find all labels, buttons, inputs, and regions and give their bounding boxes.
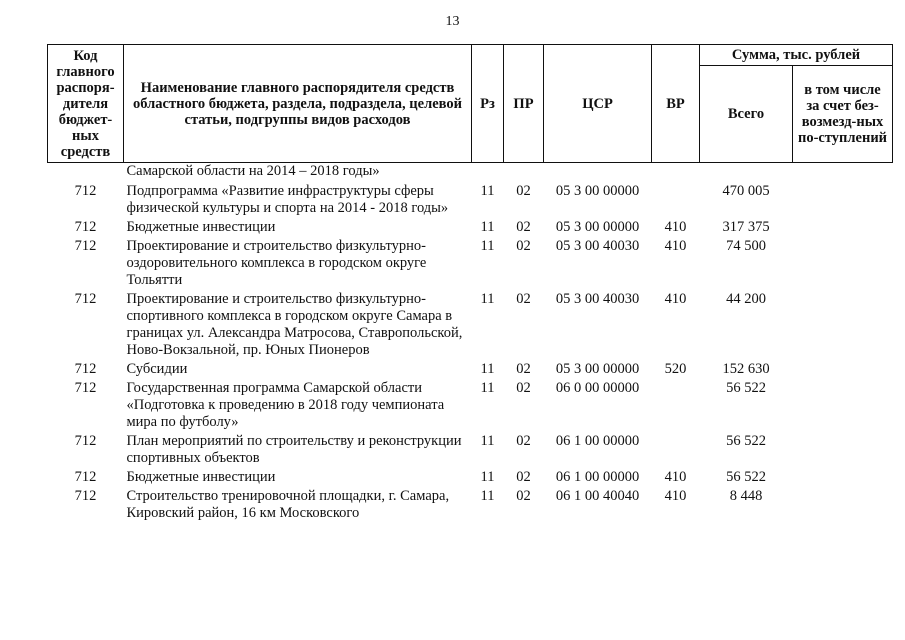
cell-pr: 02 bbox=[516, 183, 531, 199]
cell-code: 712 bbox=[74, 469, 97, 485]
cell-code: 712 bbox=[74, 183, 97, 199]
cell-code: 712 bbox=[74, 361, 97, 377]
cell-code: 712 bbox=[74, 219, 97, 235]
cell-pr: 02 bbox=[516, 219, 531, 235]
continuation-row bbox=[48, 163, 893, 183]
table-row bbox=[48, 379, 893, 432]
cell-name: Проектирование и строительство физкультурно-оздоровительного комплекса в городском округе Тольятти bbox=[126, 238, 427, 288]
cell-name: Бюджетные инвестиции bbox=[126, 469, 276, 485]
cell-csr: 06 1 00 00000 bbox=[555, 433, 640, 449]
cell-incl bbox=[793, 379, 893, 432]
cell-total: 317 375 bbox=[722, 219, 770, 235]
page-number: 13 bbox=[445, 14, 460, 29]
table-row bbox=[48, 237, 893, 290]
cell-vr: 410 bbox=[664, 291, 687, 307]
cell-pr: 02 bbox=[516, 469, 531, 485]
cell-rz: 11 bbox=[480, 469, 495, 485]
cell-code: 712 bbox=[74, 291, 97, 307]
table-row bbox=[48, 432, 893, 468]
table-row bbox=[48, 290, 893, 360]
cell-csr: 05 3 00 40030 bbox=[555, 291, 640, 307]
cell-vr: 410 bbox=[664, 469, 687, 485]
cell-vr bbox=[652, 379, 700, 432]
header-pr: ПР bbox=[504, 45, 544, 163]
header-total: Всего bbox=[700, 66, 793, 163]
cell-incl bbox=[793, 237, 893, 290]
cell-csr: 06 1 00 40040 bbox=[555, 488, 640, 504]
cell-total: 8 448 bbox=[729, 488, 763, 504]
header-vr: ВР bbox=[652, 45, 700, 163]
cell-rz: 11 bbox=[480, 238, 495, 254]
cell-name: План мероприятий по строительству и реконструкции спортивных объектов bbox=[126, 433, 462, 466]
cell-rz: 11 bbox=[480, 291, 495, 307]
cell-vr bbox=[652, 182, 700, 218]
cell-code: 712 bbox=[74, 238, 97, 254]
cell-total: 74 500 bbox=[726, 238, 766, 254]
cell-rz: 11 bbox=[480, 488, 495, 504]
cell-total: 56 522 bbox=[726, 469, 766, 485]
cell-vr: 410 bbox=[664, 238, 687, 254]
cell-pr: 02 bbox=[516, 361, 531, 377]
cell-csr: 06 1 00 00000 bbox=[555, 469, 640, 485]
cell-name: Государственная программа Самарской области «Подготовка к проведению в 2018 году чемпионата мира по футболу» bbox=[126, 380, 445, 430]
cell-incl bbox=[793, 290, 893, 360]
cell-name: Бюджетные инвестиции bbox=[126, 219, 276, 235]
cell-csr: 05 3 00 00000 bbox=[555, 219, 640, 235]
cell-name: Субсидии bbox=[126, 361, 188, 377]
cell-code: 712 bbox=[74, 488, 97, 504]
header-code: Код главного распоря-дителя бюджет-ных средств bbox=[48, 45, 124, 163]
cell-rz: 11 bbox=[480, 219, 495, 235]
cell-total: 152 630 bbox=[722, 361, 770, 377]
cell-rz: 11 bbox=[480, 183, 495, 199]
cell-code: 712 bbox=[74, 433, 97, 449]
cell-name: Строительство тренировочной площадки, г. Самара, Кировский район, 16 км Московского bbox=[126, 488, 450, 521]
cell-pr: 02 bbox=[516, 238, 531, 254]
cell-vr: 410 bbox=[664, 488, 687, 504]
table-row bbox=[48, 360, 893, 379]
cell-csr: 05 3 00 40030 bbox=[555, 238, 640, 254]
cell-vr: 410 bbox=[664, 219, 687, 235]
cell-incl bbox=[793, 360, 893, 379]
cell-rz: 11 bbox=[480, 380, 495, 396]
cell-pr: 02 bbox=[516, 380, 531, 396]
table-row bbox=[48, 182, 893, 218]
cell-csr: 05 3 00 00000 bbox=[555, 361, 640, 377]
cell-pr: 02 bbox=[516, 433, 531, 449]
cell-incl bbox=[793, 487, 893, 523]
table-header bbox=[48, 45, 893, 163]
cell-incl bbox=[793, 182, 893, 218]
continuation-text: Самарской области на 2014 – 2018 годы» bbox=[126, 163, 380, 179]
table-body bbox=[48, 163, 893, 524]
table-row bbox=[48, 487, 893, 523]
cell-vr: 520 bbox=[664, 361, 687, 377]
cell-pr: 02 bbox=[516, 488, 531, 504]
cell-incl bbox=[793, 468, 893, 487]
cell-csr: 06 0 00 00000 bbox=[555, 380, 640, 396]
cell-incl bbox=[793, 432, 893, 468]
header-sum-group: Сумма, тыс. рублей bbox=[700, 45, 893, 66]
cell-csr: 05 3 00 00000 bbox=[555, 183, 640, 199]
header-incl: в том числе за счет без-возмезд-ных по-ступлений bbox=[793, 66, 893, 163]
cell-incl bbox=[793, 218, 893, 237]
cell-total: 56 522 bbox=[726, 380, 766, 396]
table-row bbox=[48, 468, 893, 487]
header-rz: Рз bbox=[472, 45, 504, 163]
cell-code: 712 bbox=[74, 380, 97, 396]
table-row bbox=[48, 218, 893, 237]
cell-vr bbox=[652, 432, 700, 468]
cell-total: 56 522 bbox=[726, 433, 766, 449]
cell-pr: 02 bbox=[516, 291, 531, 307]
header-csr: ЦСР bbox=[544, 45, 652, 163]
cell-name: Подпрограмма «Развитие инфраструктуры сферы физической культуры и спорта на 2014 - 2018 годы» bbox=[126, 183, 449, 216]
header-name: Наименование главного распорядителя средств областного бюджета, раздела, подраздела, целевой статьи, подгруппы видов расходов bbox=[124, 45, 472, 163]
cell-total: 44 200 bbox=[726, 291, 766, 307]
cell-total: 470 005 bbox=[722, 183, 770, 199]
cell-rz: 11 bbox=[480, 361, 495, 377]
cell-rz: 11 bbox=[480, 433, 495, 449]
budget-table bbox=[47, 44, 893, 523]
cell-name: Проектирование и строительство физкультурно-спортивного комплекса в городском округе Самара в границах ул. Александра Матросова, Ставропольской, Ново-Вокзальной, пр. Юных Пионеров bbox=[126, 291, 463, 358]
